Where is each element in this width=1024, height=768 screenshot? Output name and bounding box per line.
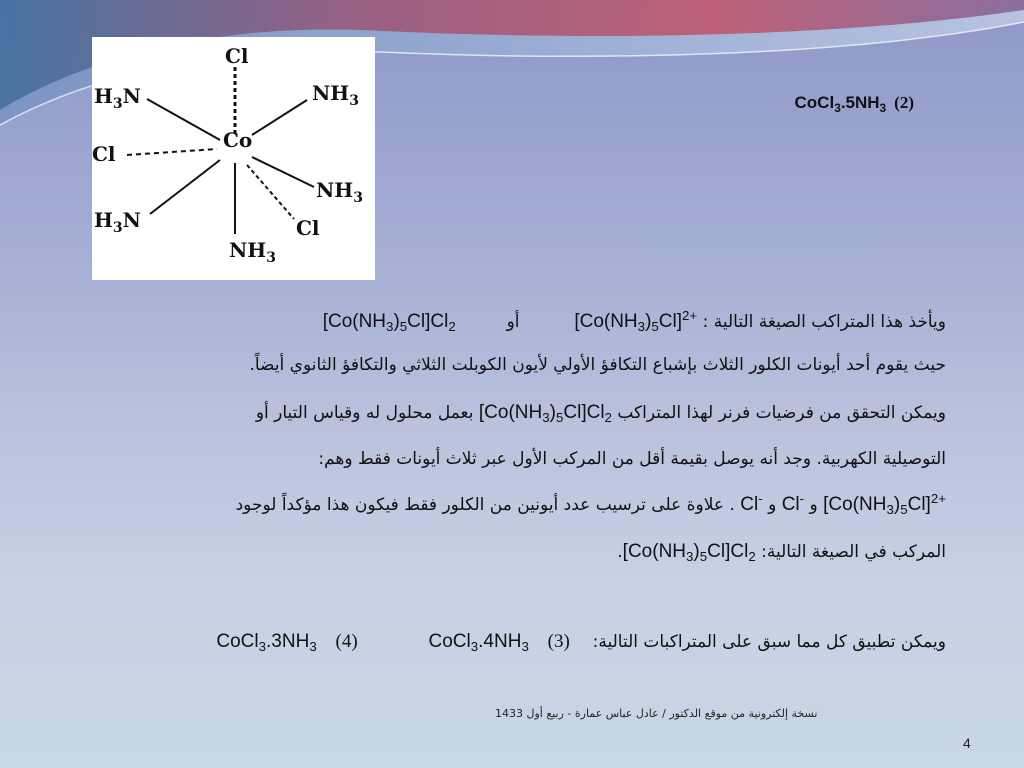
octahedral-complex-diagram bbox=[92, 37, 375, 280]
ligand-top-label: Cl bbox=[225, 44, 249, 68]
formula-compound-4: $CoCl_3.3NH_3$ bbox=[216, 631, 317, 654]
compound-number-3: (3) bbox=[547, 631, 570, 652]
para3-after: بعمل محلول له وقياس التيار أو bbox=[255, 403, 474, 423]
paragraph-line-3 bbox=[256, 402, 946, 424]
footer-credit: نسخة إلكترونية من موقع الدكتور / عادل عباس عمارة - ربيع أول 1433 bbox=[495, 707, 818, 720]
chloride-ion-2: Cl- bbox=[740, 491, 763, 515]
ligand-right-label: $NH_3$ bbox=[316, 178, 363, 206]
compound-number: (2) bbox=[894, 93, 914, 112]
compound-title bbox=[795, 93, 914, 113]
paragraph-line-6: المركب في الصيغة التالية: $[Co(NH_3)_5Cl]Cl_2$. bbox=[617, 541, 946, 564]
and-word-2: و bbox=[768, 495, 777, 515]
paragraph-formula-line bbox=[322, 308, 946, 334]
bond-upper-right bbox=[252, 100, 307, 135]
ligand-left-label: Cl bbox=[92, 142, 116, 166]
center-atom-label: Co bbox=[223, 128, 253, 152]
compound-formula: $CoCl_3.5NH_3$ bbox=[794, 93, 887, 115]
ligand-upper-left-label: $H_3N$ bbox=[94, 84, 141, 112]
formula-complex-salt-3: $[Co(NH_3)_5Cl]Cl_2$ bbox=[622, 541, 756, 564]
ligand-upper-right-label: $NH_3$ bbox=[312, 81, 359, 109]
formula-complex-salt: $[Co(NH_3)_5Cl]Cl_2$ bbox=[322, 311, 456, 334]
or-word: أو bbox=[506, 312, 520, 332]
paragraph-line-2: حيث يقوم أحد أيونات الكلور الثلاث بإشباع التكافؤ الأولي لأيون الكوبلت الثلاثي والتكافؤ الثانوي أيضاً. bbox=[249, 355, 946, 375]
ligand-bottom-label: $NH_3$ bbox=[229, 238, 276, 266]
para5-text: . علاوة على ترسيب عدد أيونين من الكلور فقط فيكون هذا مؤكداً لوجود bbox=[235, 495, 735, 515]
paragraph-line-7 bbox=[216, 631, 946, 653]
formula-compound-3: $CoCl_3.4NH_3$ bbox=[428, 631, 529, 654]
formula-complex-salt-2: $[Co(NH_3)_5Cl]Cl_2$ bbox=[478, 402, 612, 425]
compound-number-4: (4) bbox=[335, 631, 358, 652]
page-number: 4 bbox=[963, 735, 971, 751]
ligand-lower-right-label: Cl bbox=[296, 216, 320, 240]
ligand-lower-left-label: $H_3N$ bbox=[94, 208, 141, 236]
para6-text: المركب في الصيغة التالية: bbox=[761, 542, 946, 562]
chloride-ion-1: Cl- bbox=[781, 491, 805, 515]
and-word-1: و bbox=[809, 495, 818, 515]
para1-text: ويأخذ هذا المتراكب الصيغة التالية : bbox=[702, 312, 946, 332]
formula-complex-ion-2: $[Co(NH_3)_5Cl]^{2+}$ bbox=[823, 491, 946, 517]
paragraph-line-5 bbox=[235, 491, 946, 517]
para7-text: ويمكن تطبيق كل مما سبق على المتراكبات التالية: bbox=[592, 632, 946, 652]
formula-complex-ion: $[Co(NH_3)_5Cl]^{2+}$ bbox=[574, 308, 698, 334]
bond-lower-left bbox=[150, 160, 220, 214]
para3-before: ويمكن التحقق من فرضيات فرنر لهذا المتراكب bbox=[617, 403, 946, 423]
bond-upper-left bbox=[147, 99, 220, 140]
bond-left-dashed bbox=[127, 149, 217, 155]
paragraph-line-4: التوصيلية الكهربية. وجد أنه يوصل بقيمة أقل من المركب الأول عبر ثلاث أيونات فقط وهم: bbox=[318, 449, 946, 469]
